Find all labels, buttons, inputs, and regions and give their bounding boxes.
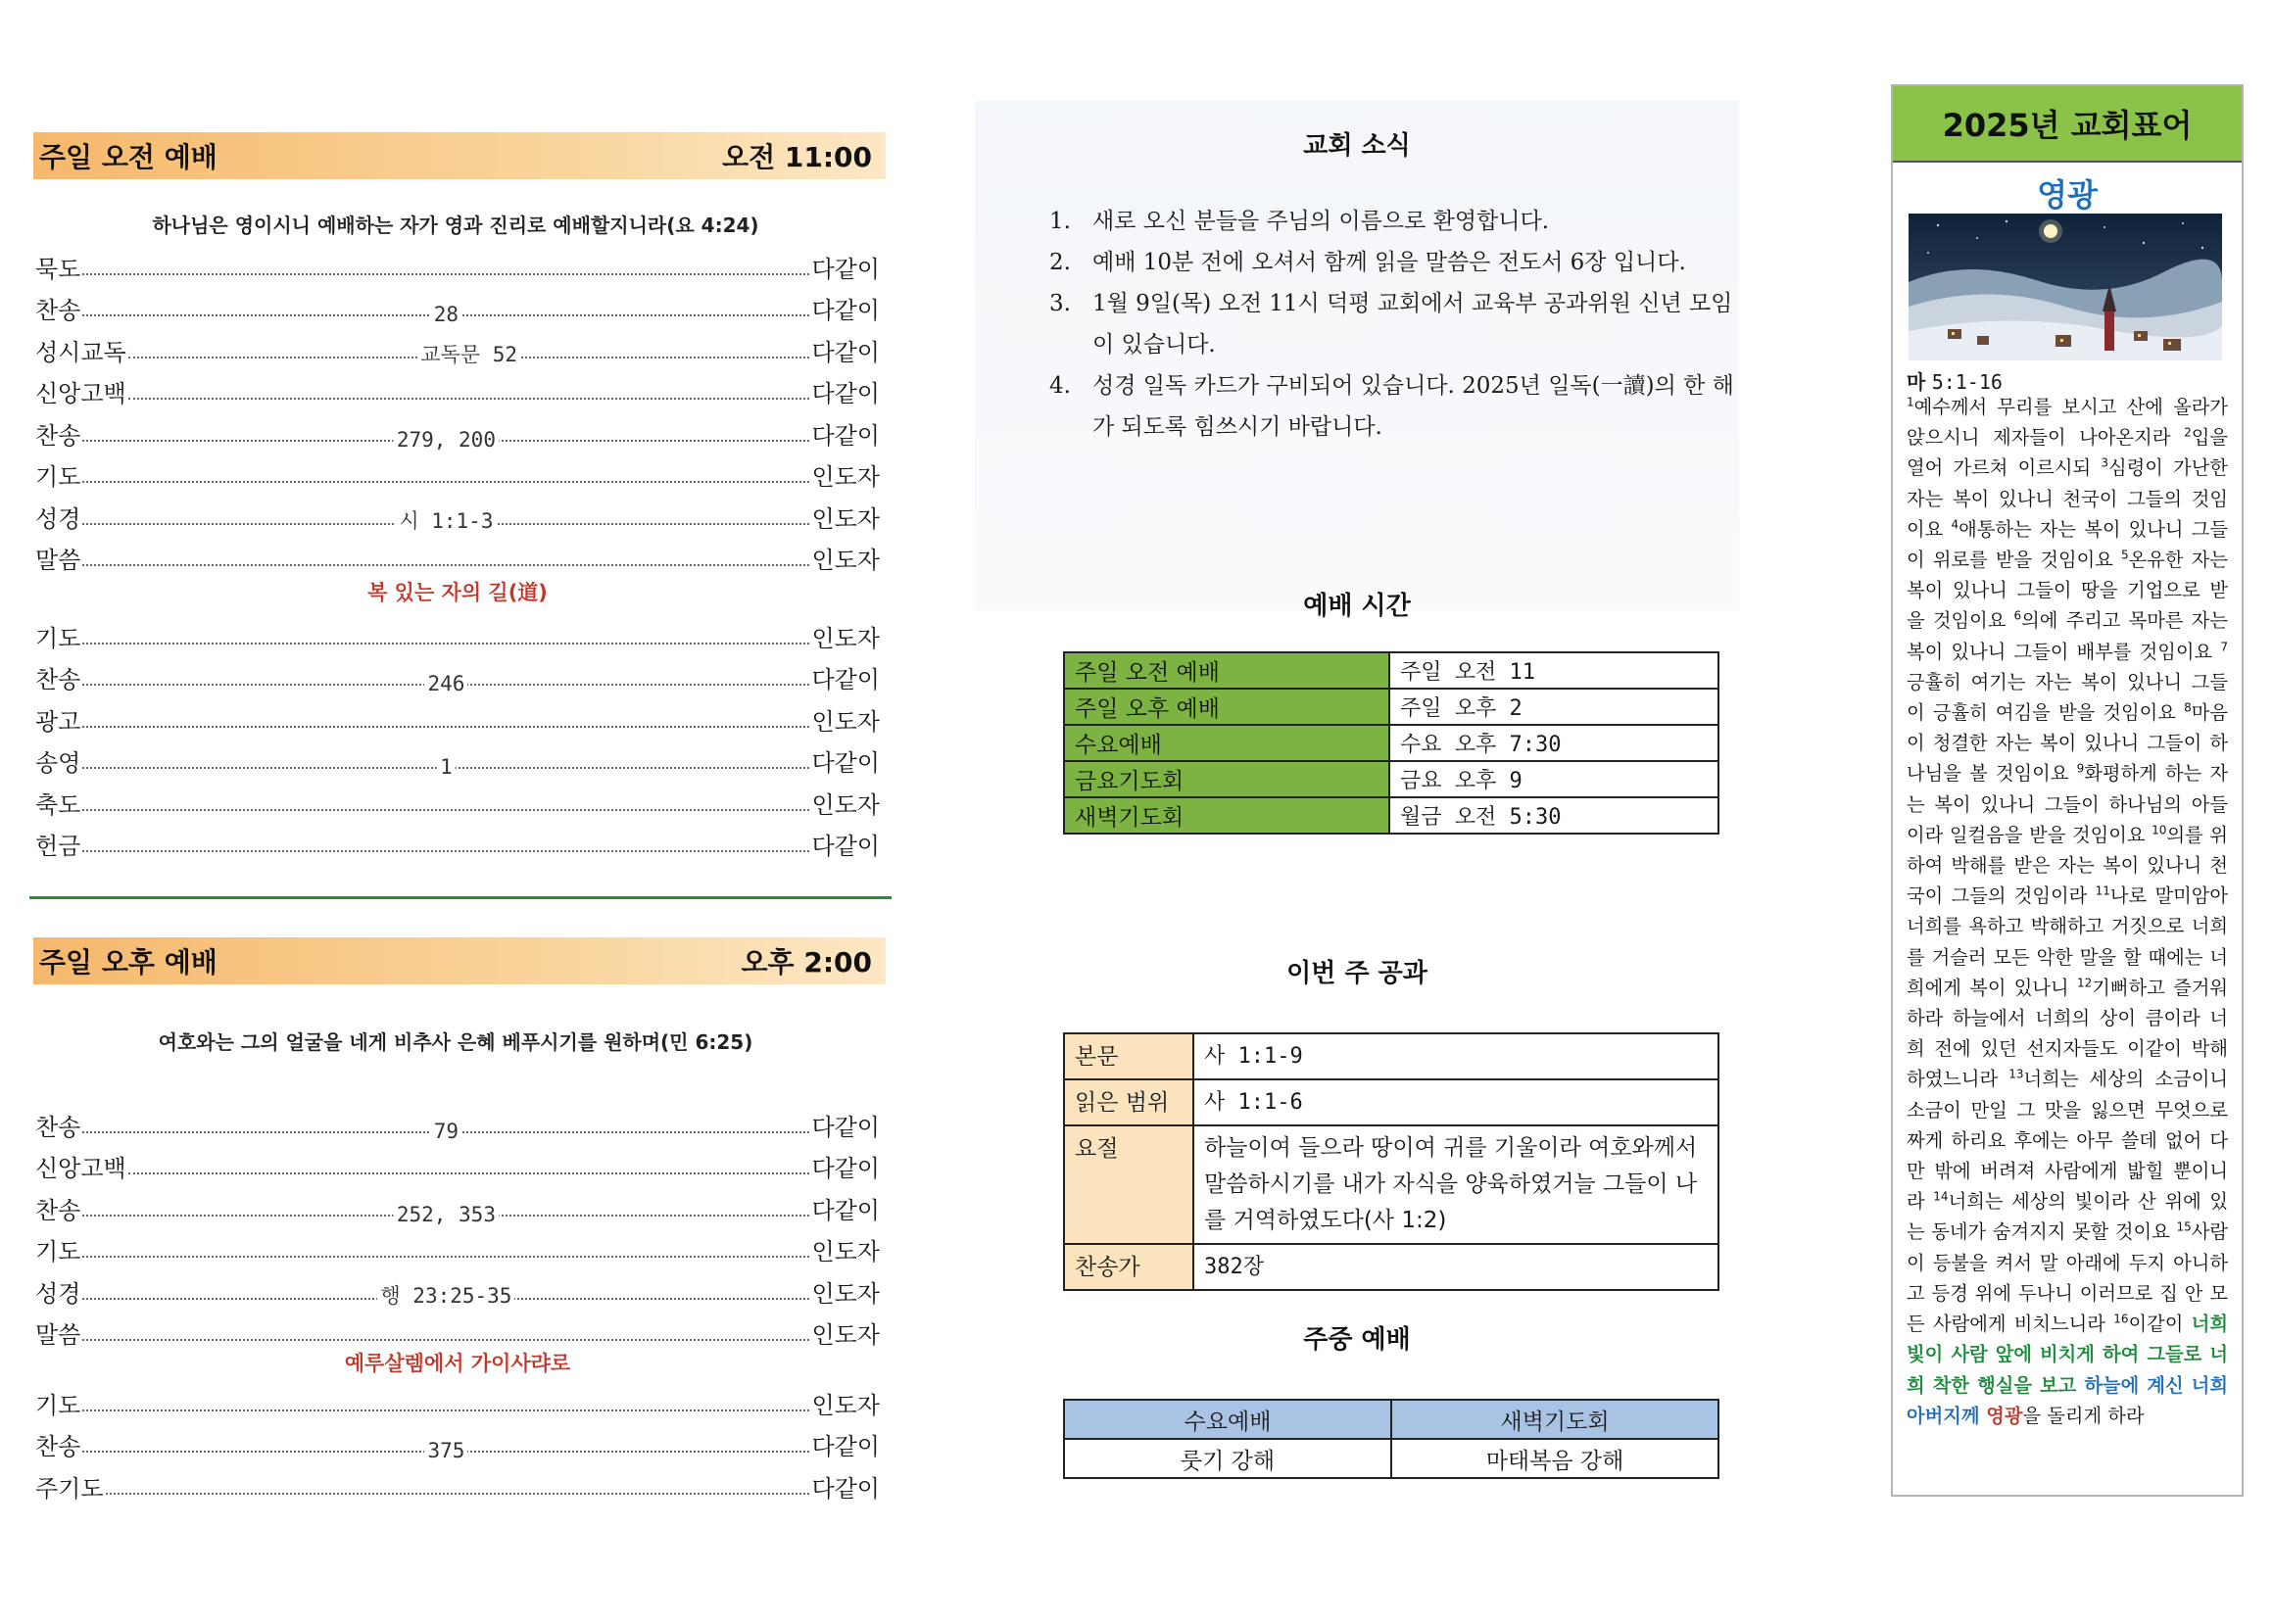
- verse-number: 10: [2152, 823, 2167, 837]
- verse-number: 1: [1907, 395, 1914, 409]
- news-column: [975, 0, 1739, 1624]
- dot-leader: [82, 1409, 809, 1411]
- order-item-leader: 다같이: [811, 1433, 880, 1460]
- highlight-blue: 하늘에 계신 너희 아버지께: [1907, 1373, 2229, 1427]
- order-row: [35, 242, 880, 284]
- highlight-green: 너희 빛이 사람 앞에 비치게 하여 그들로 너희 착한 행실을 보고: [1907, 1313, 2228, 1397]
- order-item-detail: 교독문 52: [417, 339, 520, 368]
- schedule-service-time: 월금 오전 5:30: [1389, 797, 1718, 834]
- midweek-header-dawn: 새벽기도회: [1391, 1400, 1718, 1439]
- order-item-leader: 인도자: [811, 504, 880, 533]
- order-item-detail: 246: [424, 672, 467, 695]
- schedule-table: [1063, 651, 1719, 835]
- news-item: [1049, 283, 1735, 365]
- lesson-row-hymn: [1064, 1244, 1718, 1290]
- news-item-text: 예배 10분 전에 오셔서 함께 읽을 말씀은 전도서 6장 입니다.: [1092, 250, 1686, 275]
- afternoon-service-time: 오후 2:00: [741, 946, 872, 979]
- dot-leader: [82, 303, 809, 326]
- dot-leader: [82, 273, 809, 275]
- lesson-hymn-value: 382장: [1193, 1244, 1718, 1290]
- motto-header: 2025년 교회표어: [1893, 86, 2242, 163]
- schedule-service-time: 수요 오후 7:30: [1389, 725, 1718, 761]
- dot-leader: [82, 427, 809, 452]
- order-row: [35, 1461, 880, 1504]
- order-item-leader: 다같이: [811, 1155, 880, 1182]
- verse-number: 7: [2220, 640, 2228, 654]
- order-row: [35, 325, 880, 367]
- midweek-title: 주중 예배: [1303, 1325, 1411, 1355]
- order-item-leader: 인도자: [811, 1279, 880, 1308]
- news-item-text: 1월 9일(목) 오전 11시 덕평 교회에서 교육부 공과위원 신년 모임이 있습니다.: [1092, 291, 1733, 358]
- verse-text: 심령이 가난한 자는 복이 있나니 천국이 그들의 것임이요: [1907, 456, 2228, 541]
- order-item-leader: 다같이: [811, 666, 880, 693]
- morning-order-list: [35, 242, 880, 575]
- scripture-range: 5:1-16: [1931, 370, 2003, 394]
- order-row: [35, 1183, 880, 1225]
- verse-text: 입을 열어 가르쳐 이르시되: [1907, 426, 2228, 480]
- order-item-name: 기도: [35, 624, 81, 652]
- order-item-name: 찬송: [35, 297, 81, 324]
- order-row: [35, 367, 880, 409]
- order-row: [35, 1142, 880, 1184]
- schedule-service-time: 주일 오후 2: [1389, 689, 1718, 725]
- verse-number: 14: [1933, 1189, 1949, 1204]
- verse-number: 4: [1951, 517, 1959, 532]
- dot-leader: [82, 508, 809, 533]
- worship-order-column: [29, 0, 892, 1624]
- verse-number: 11: [2095, 884, 2110, 898]
- verse-number: 5: [2121, 548, 2129, 562]
- schedule-row: [1064, 761, 1718, 797]
- dot-leader: [128, 1172, 810, 1174]
- scripture-passage: [1907, 392, 2228, 1431]
- lesson-row-key: [1064, 1125, 1718, 1244]
- afternoon-sermon: [35, 1344, 880, 1381]
- order-item-leader: 다같이: [811, 1196, 880, 1224]
- dot-leader: [128, 398, 810, 400]
- verse-text: 너희는 세상의 소금이니 소금이 만일 그 맛을 잃으면 무엇으로 짜게 하리요 후에는 아무 쓸데 없어 다만 밖에 버려져 사람에게 밟힐 뿐이니라: [1907, 1068, 2229, 1214]
- dot-leader: [82, 1119, 809, 1143]
- afternoon-verse: 여호와는 그의 얼굴을 네게 비추사 은혜 베푸시기를 원하며(민 6:25): [158, 1030, 753, 1054]
- order-item-name: 성경: [35, 1279, 81, 1308]
- order-item-name: 성시교독: [35, 338, 126, 366]
- morning-verse: 하나님은 영이시니 예배하는 자가 영과 진리로 예배할지니라(요 4:24): [152, 214, 759, 237]
- order-item-leader: 인도자: [811, 1321, 880, 1349]
- order-item-name: 묵도: [35, 255, 81, 283]
- order-row: [35, 1100, 880, 1142]
- news-item: [1049, 365, 1735, 448]
- schedule-title: 예배 시간: [1303, 592, 1411, 621]
- schedule-service-name: 주일 오후 예배: [1064, 689, 1389, 725]
- scripture-reference: [1907, 366, 2003, 395]
- afternoon-service-title: 주일 오후 예배: [39, 946, 218, 979]
- schedule-service-name: 새벽기도회: [1064, 797, 1389, 834]
- verse-text: 이같이: [2128, 1313, 2192, 1336]
- schedule-service-name: 주일 오전 예배: [1064, 652, 1389, 689]
- dot-leader: [82, 643, 809, 645]
- order-row: [35, 284, 880, 326]
- verse-text: 예수께서 무리를 보시고 산에 올라가 앉으시니 제자들이 나아온지라: [1907, 396, 2228, 450]
- verse-number: 12: [2077, 976, 2093, 990]
- order-row: [35, 778, 880, 820]
- order-item-leader: 인도자: [811, 547, 880, 574]
- motto-column: [1891, 0, 2244, 1624]
- order-item-name: 성경: [35, 504, 81, 533]
- order-item-detail: 252, 353: [394, 1203, 499, 1226]
- afternoon-order-list-after: [35, 1378, 880, 1504]
- dot-leader: [128, 342, 810, 366]
- midweek-header-wed: 수요예배: [1064, 1400, 1391, 1439]
- order-item-name: 찬송: [35, 1196, 81, 1224]
- order-row: [35, 408, 880, 451]
- order-row: [35, 1420, 880, 1462]
- order-row: [35, 1225, 880, 1267]
- order-row: [35, 653, 880, 695]
- news-item-text: 성경 일독 카드가 구비되어 있습니다. 2025년 일독(一讀)의 한 해가 되도록 힘쓰시기 바랍니다.: [1092, 373, 1734, 440]
- order-item-name: 기도: [35, 1391, 81, 1419]
- motto-box: [1891, 84, 2244, 1497]
- order-row: [35, 451, 880, 493]
- order-item-leader: 다같이: [811, 380, 880, 407]
- dot-leader: [82, 672, 809, 695]
- schedule-service-time: 주일 오전 11: [1389, 652, 1718, 689]
- lesson-hymn-label: 찬송가: [1064, 1244, 1193, 1290]
- news-list: [1049, 201, 1735, 448]
- verse-text: 너희는 세상의 빛이라 산 위에 있는 동네가 숨겨지지 못할 것이요: [1907, 1190, 2228, 1244]
- dot-leader: [82, 850, 809, 852]
- verse-number: 13: [2008, 1068, 2024, 1082]
- schedule-row: [1064, 725, 1718, 761]
- order-item-detail: 79: [431, 1120, 461, 1143]
- verse-text: 사람이 등불을 켜서 말 아래에 두지 아니하고 등경 위에 두나니 이러므로 집 안 모든 사람에게 비치느니라: [1907, 1220, 2228, 1336]
- order-item-leader: 인도자: [811, 790, 880, 819]
- order-row: [35, 534, 880, 576]
- afternoon-order-list: [35, 1100, 880, 1350]
- afternoon-service-header: [33, 937, 886, 984]
- schedule-row: [1064, 689, 1718, 725]
- news-item-number: 1.: [1049, 209, 1071, 234]
- afternoon-sermon-title: 예루살렘에서 가이사랴로: [344, 1352, 571, 1375]
- order-row: [35, 611, 880, 653]
- order-item-name: 신앙고백: [35, 380, 126, 407]
- dot-leader: [82, 1202, 809, 1226]
- order-item-leader: 다같이: [811, 297, 880, 324]
- order-item-leader: 인도자: [811, 1238, 880, 1266]
- order-item-name: 찬송: [35, 421, 81, 450]
- night-village-image: [1909, 214, 2222, 360]
- verse-number: 6: [2013, 609, 2022, 623]
- order-item-detail: 375: [424, 1439, 467, 1462]
- verse-text: 애통하는 자는 복이 있나니 그들이 위로를 받을 것임이요: [1907, 517, 2228, 572]
- order-item-leader: 인도자: [811, 1391, 880, 1419]
- lesson-range-label: 읽은 범위: [1064, 1079, 1193, 1125]
- order-item-name: 찬송: [35, 1433, 81, 1460]
- order-item-name: 찬송: [35, 666, 81, 693]
- lesson-text-label: 본문: [1064, 1033, 1193, 1079]
- order-item-leader: 인도자: [811, 624, 880, 652]
- order-item-leader: 다같이: [811, 255, 880, 283]
- lesson-title: 이번 주 공과: [1286, 959, 1427, 988]
- order-item-leader: 다같이: [811, 338, 880, 366]
- news-item-text: 새로 오신 분들을 주님의 이름으로 환영합니다.: [1092, 209, 1550, 234]
- dot-leader: [82, 809, 809, 811]
- order-item-name: 말씀: [35, 547, 81, 574]
- order-item-name: 찬송: [35, 1113, 81, 1141]
- verse-text: 화평하게 하는 자는 복이 있나니 그들이 하나님의 아들이라 일컬음을 받을 것임이요: [1907, 762, 2228, 846]
- dot-leader: [82, 726, 809, 728]
- order-item-leader: 인도자: [811, 463, 880, 491]
- lesson-text-value: 사 1:1-9: [1193, 1033, 1718, 1079]
- morning-order-list-after: [35, 611, 880, 861]
- verse-text: 기뻐하고 즐거워하라 하늘에서 너희의 상이 큼이라 너희 전에 있던 선지자들도 이같이 박해하였느니라: [1907, 976, 2228, 1091]
- order-item-detail: 시 1:1-3: [396, 505, 496, 535]
- order-row: [35, 737, 880, 779]
- verse-number: 3: [2101, 455, 2108, 470]
- order-item-name: 기도: [35, 1238, 81, 1266]
- order-row: [35, 1378, 880, 1420]
- dot-leader: [82, 1439, 809, 1462]
- midweek-value-wed: 룻기 강해: [1064, 1439, 1391, 1478]
- verse-text: 긍휼히 여기는 자는 복이 있나니 그들이 긍휼히 여김을 받을 것임이요: [1907, 670, 2228, 725]
- dot-leader: [82, 481, 809, 483]
- schedule-service-time: 금요 오후 9: [1389, 761, 1718, 797]
- dot-leader: [82, 564, 809, 566]
- order-item-name: 말씀: [35, 1321, 81, 1349]
- lesson-key-value: 하늘이여 들으라 땅이여 귀를 기울이라 여호와께서 말씀하시기를 내가 자식을 양육하였거늘 그들이 나를 거역하였도다(사 1:2): [1193, 1125, 1718, 1244]
- dot-leader: [82, 1283, 809, 1308]
- order-item-name: 신앙고백: [35, 1155, 126, 1182]
- news-item: [1049, 201, 1735, 242]
- lesson-row-range: [1064, 1079, 1718, 1125]
- schedule-row: [1064, 797, 1718, 834]
- order-item-name: 헌금: [35, 833, 81, 860]
- order-item-leader: 인도자: [811, 707, 880, 736]
- dot-leader: [82, 1339, 809, 1341]
- order-item-detail: 279, 200: [394, 428, 499, 452]
- order-item-leader: 다같이: [811, 749, 880, 777]
- verse-number: 16: [2113, 1312, 2129, 1326]
- news-title: 교회 소식: [1303, 131, 1411, 161]
- order-row: [35, 1266, 880, 1309]
- verse-text: 마음이 청결한 자는 복이 있나니 그들이 하나님을 볼 것임이요: [1907, 701, 2228, 786]
- verse-text: 의를 위하여 박해를 받은 자는 복이 있나니 천국이 그들의 것임이라: [1907, 823, 2228, 908]
- section-divider: [29, 896, 892, 899]
- midweek-value-dawn: 마태복음 강해: [1391, 1439, 1718, 1478]
- verse-number: 8: [2184, 700, 2192, 715]
- order-item-detail: 행 23:25-35: [377, 1280, 514, 1310]
- verse-text: 의에 주리고 목마른 자는 복이 있나니 그들이 배부를 것임이요: [1907, 609, 2228, 663]
- news-item-number: 3.: [1049, 291, 1071, 316]
- schedule-row: [1064, 652, 1718, 689]
- morning-sermon-title: 복 있는 자의 길(道): [367, 581, 548, 604]
- news-item-number: 2.: [1049, 250, 1071, 275]
- order-item-leader: 다같이: [811, 1474, 880, 1503]
- motto-word: 영광: [2037, 176, 2098, 214]
- schedule-service-name: 수요예배: [1064, 725, 1389, 761]
- order-item-detail: 28: [431, 303, 461, 326]
- dot-leader: [82, 1256, 809, 1258]
- verse-text: 을 돌리게 하라: [2022, 1404, 2145, 1427]
- dot-leader: [82, 755, 809, 779]
- verse-number: 9: [2076, 762, 2085, 777]
- order-item-name: 송영: [35, 749, 81, 777]
- midweek-table: [1063, 1399, 1719, 1479]
- order-item-name: 축도: [35, 790, 81, 819]
- lesson-range-value: 사 1:1-6: [1193, 1079, 1718, 1125]
- lesson-row-text: [1064, 1033, 1718, 1079]
- order-item-name: 광고: [35, 707, 81, 736]
- news-item-number: 4.: [1049, 373, 1071, 399]
- order-row: [35, 492, 880, 534]
- morning-service-title: 주일 오전 예배: [39, 141, 218, 173]
- schedule-service-name: 금요기도회: [1064, 761, 1389, 797]
- verse-text: 나로 말미암아 너희를 욕하고 박해하고 거짓으로 너희를 거슬러 모든 악한 말을 할 때에는 너희에게 복이 있나니: [1907, 884, 2228, 999]
- verse-number: 15: [2176, 1220, 2192, 1235]
- lesson-key-label: 요절: [1064, 1125, 1193, 1244]
- order-item-leader: 다같이: [811, 421, 880, 450]
- news-item: [1049, 242, 1735, 283]
- morning-service-time: 오전 11:00: [722, 141, 872, 173]
- order-item-name: 주기도: [35, 1474, 104, 1503]
- order-item-name: 기도: [35, 463, 81, 491]
- highlight-red: 영광: [1986, 1404, 2023, 1427]
- order-item-leader: 다같이: [811, 1113, 880, 1141]
- order-item-leader: 다같이: [811, 833, 880, 860]
- lesson-table: [1063, 1032, 1719, 1291]
- verse-text: 온유한 자는 복이 있나니 그들이 땅을 기업으로 받을 것임이요: [1907, 549, 2228, 633]
- scripture-book: 마: [1907, 370, 1926, 394]
- morning-sermon: [35, 573, 880, 610]
- morning-service-header: [33, 132, 886, 179]
- verse-number: 2: [2184, 425, 2192, 440]
- order-row: [35, 694, 880, 737]
- dot-leader: [106, 1493, 810, 1495]
- order-item-detail: 1: [437, 755, 456, 779]
- order-row: [35, 820, 880, 862]
